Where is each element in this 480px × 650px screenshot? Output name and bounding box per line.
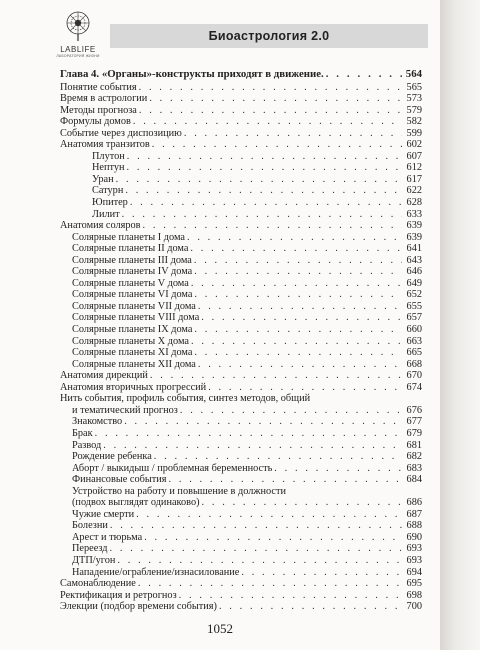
toc-entry-page: 660 — [406, 324, 422, 336]
dot-leader — [110, 543, 402, 555]
toc-entry[interactable] — [60, 601, 422, 613]
toc-entry[interactable] — [60, 359, 422, 371]
dot-leader — [201, 312, 402, 324]
toc-entry-label: Лилит — [92, 208, 120, 220]
dot-leader — [110, 520, 402, 532]
toc-entry-page: 573 — [406, 93, 422, 105]
logo-subtitle: ЛАБОРАТОРИЯ ЖИЗНИ — [56, 54, 100, 58]
toc-entry[interactable] — [60, 128, 422, 140]
toc-entry-label: Болезни — [72, 520, 108, 532]
toc-entry-page: 663 — [406, 335, 422, 347]
toc-entry-label: Нить события, профиль события, синтез методов, общий — [60, 393, 311, 405]
dot-leader — [179, 590, 402, 602]
toc-entry[interactable] — [60, 555, 422, 567]
toc-entry-page: 657 — [406, 312, 422, 324]
dot-leader — [219, 601, 402, 613]
dot-leader — [150, 370, 402, 382]
dot-leader — [191, 278, 402, 290]
dot-leader — [127, 162, 402, 174]
toc-entry-page: 681 — [406, 439, 422, 451]
toc-chapter[interactable] — [60, 69, 422, 81]
toc-entry-label: (подвох выглядят одинаково) — [72, 497, 200, 509]
dot-leader — [138, 578, 402, 590]
dot-leader — [187, 232, 402, 244]
toc-entry-label: Рождение ребенка — [72, 451, 152, 463]
toc-entry-page: 693 — [406, 554, 422, 566]
dot-leader — [117, 555, 402, 567]
toc-entry-page: 693 — [406, 543, 422, 555]
dot-leader — [194, 266, 402, 278]
dot-leader — [190, 243, 402, 255]
toc-entry-label: Сатурн — [92, 185, 124, 197]
toc-entry[interactable] — [60, 197, 422, 209]
toc-entry-label: Арест и тюрьма — [72, 531, 143, 543]
toc-entry-page: 677 — [406, 416, 422, 428]
toc-entry[interactable] — [60, 474, 422, 486]
toc-entry-page: 700 — [406, 601, 422, 613]
toc-entry-label: Аборт / выкидыш / проблемная беременность — [72, 462, 273, 474]
toc-entry-page: 676 — [406, 404, 422, 416]
dot-leader — [122, 209, 402, 221]
toc-entry-page: 649 — [406, 277, 422, 289]
toc-entry-label: Чужие смерти — [72, 508, 135, 520]
toc-entry-page: 695 — [406, 578, 422, 590]
dot-leader — [184, 128, 402, 140]
toc-entry-continuation[interactable] — [60, 497, 422, 509]
dot-leader — [194, 289, 402, 301]
toc-chapter-page: 564 — [405, 68, 422, 80]
toc-entry-label: Солярные планеты VI дома — [72, 289, 193, 301]
toc-entry-page: 579 — [406, 104, 422, 116]
toc-entry-label: Понятие события — [60, 81, 137, 93]
toc-entry[interactable] — [60, 174, 422, 186]
dot-leader — [103, 440, 402, 452]
toc-entry[interactable] — [60, 416, 422, 428]
toc-entry-label: Анатомия соляров — [60, 220, 141, 232]
toc-entry-label: Солярные планеты VII дома — [72, 300, 196, 312]
toc-entry-page: 612 — [406, 162, 422, 174]
toc-entry-label: Нападение/ограбление/изнасилование — [72, 566, 240, 578]
dot-leader — [127, 151, 402, 163]
toc-entry[interactable] — [60, 312, 422, 324]
toc-entry-page: 643 — [406, 254, 422, 266]
dot-leader — [139, 105, 402, 117]
toc-entry[interactable] — [60, 278, 422, 290]
toc-entry-page: 628 — [406, 197, 422, 209]
toc-entry-page: 646 — [406, 266, 422, 278]
toc-entry-page: 668 — [406, 358, 422, 370]
toc-entry[interactable] — [60, 393, 422, 405]
toc-entry[interactable] — [60, 543, 422, 555]
toc-entry[interactable] — [60, 382, 422, 394]
dot-leader — [149, 93, 402, 105]
toc-entry-label: Уран — [92, 173, 114, 185]
toc-entry-page: 655 — [406, 300, 422, 312]
toc-entry-page: 690 — [406, 531, 422, 543]
toc-entry-label: Солярные планеты IX дома — [72, 324, 193, 336]
toc-entry-label: Брак — [72, 427, 93, 439]
toc-entry-label: ДТП/угон — [72, 554, 116, 566]
dot-leader — [116, 174, 402, 186]
toc-entry-label: Солярные планеты IV дома — [72, 266, 193, 278]
toc-entry-label: Солярные планеты I дома — [72, 231, 185, 243]
toc-entry[interactable] — [60, 243, 422, 255]
toc-entry-page: 607 — [406, 150, 422, 162]
toc-entry-page: 641 — [406, 243, 422, 255]
dot-leader — [130, 197, 402, 209]
toc-entry-page: 674 — [406, 381, 422, 393]
toc-entry[interactable] — [60, 509, 422, 521]
dot-leader — [180, 405, 402, 417]
dot-leader — [194, 347, 402, 359]
toc-entry-label: Элекции (подбор времени события) — [60, 601, 217, 613]
toc-entry-label: Солярные планеты VIII дома — [72, 312, 200, 324]
toc-entry[interactable] — [60, 232, 422, 244]
toc-entry[interactable] — [60, 266, 422, 278]
toc-entry-page: 633 — [406, 208, 422, 220]
toc-entry[interactable] — [60, 428, 422, 440]
toc-entry[interactable] — [60, 162, 422, 174]
toc-entry-label: Солярные планеты XI дома — [72, 347, 193, 359]
toc-entry-label: Анатомия дирекций — [60, 370, 148, 382]
toc-entry[interactable] — [60, 463, 422, 475]
toc-entry-label: Ректификация и ретрогноз — [60, 589, 177, 601]
dot-leader — [194, 324, 402, 336]
toc-entry[interactable] — [60, 116, 422, 128]
toc-entry-page: 684 — [406, 474, 422, 486]
toc-entry-page: 652 — [406, 289, 422, 301]
toc-entry[interactable] — [60, 324, 422, 336]
toc-entry[interactable] — [60, 105, 422, 117]
toc-entry-label: Переезд — [72, 543, 108, 555]
toc-entry-label: Плутон — [92, 150, 125, 162]
toc-entry-page: 679 — [406, 427, 422, 439]
toc-entry[interactable] — [60, 289, 422, 301]
dot-leader — [143, 220, 402, 232]
toc-entry[interactable] — [60, 567, 422, 579]
toc-entry-page: 670 — [406, 370, 422, 382]
dot-leader — [95, 428, 402, 440]
dot-leader — [202, 497, 402, 509]
toc-entry[interactable] — [60, 93, 422, 105]
table-of-contents — [60, 69, 422, 613]
toc-entry-label: Нептун — [92, 162, 125, 174]
toc-entry-label: и тематический прогноз — [72, 404, 178, 416]
toc-entry-page: 622 — [406, 185, 422, 197]
toc-entry-page: 639 — [406, 231, 422, 243]
toc-entry[interactable] — [60, 590, 422, 602]
dot-leader — [124, 416, 402, 428]
toc-entry-label: Юпитер — [92, 197, 128, 209]
dot-leader — [152, 139, 402, 151]
book-title: Биоастрология 2.0 — [208, 29, 330, 43]
toc-entry-page: 688 — [406, 520, 422, 532]
dot-leader — [125, 185, 402, 197]
dot-leader — [274, 463, 402, 475]
toc-entry-page: 565 — [406, 81, 422, 93]
toc-entry[interactable] — [60, 578, 422, 590]
toc-entry-label: Методы прогноза — [60, 104, 137, 116]
dot-leader — [241, 567, 402, 579]
toc-entry-label: Время в астрологии — [60, 93, 148, 105]
toc-entry-page: 687 — [406, 508, 422, 520]
toc-entry-label: Солярные планеты III дома — [72, 254, 192, 266]
toc-entry[interactable] — [60, 151, 422, 163]
dot-leader — [194, 255, 402, 267]
toc-entry-page: 665 — [406, 347, 422, 359]
toc-entry-label: Самонаблюдение — [60, 578, 136, 590]
dot-leader — [133, 116, 402, 128]
toc-entry-page: 694 — [406, 566, 422, 578]
toc-entry[interactable] — [60, 486, 422, 498]
toc-entry[interactable] — [60, 520, 422, 532]
toc-entry-page: 582 — [406, 116, 422, 128]
toc-entry-label: Финансовые события — [72, 474, 167, 486]
toc-entry-page: 639 — [406, 220, 422, 232]
toc-entry-label: Развод — [72, 439, 102, 451]
dot-leader — [326, 69, 402, 81]
toc-entry-label: Анатомия вторичных прогрессий — [60, 381, 207, 393]
dot-leader — [136, 509, 402, 521]
toc-entry-label: Устройство на работу и повышение в должности — [72, 485, 286, 497]
logo-name: LABLIFE — [60, 45, 96, 54]
dot-leader — [191, 336, 402, 348]
toc-entry[interactable] — [60, 139, 422, 151]
dot-leader — [208, 382, 402, 394]
running-header — [110, 24, 428, 48]
toc-entry[interactable] — [60, 185, 422, 197]
toc-entry[interactable] — [60, 532, 422, 544]
toc-entry-page: 698 — [406, 589, 422, 601]
toc-entry-label: Знакомство — [72, 416, 123, 428]
toc-entry-page: 686 — [406, 497, 422, 509]
toc-entry[interactable] — [60, 255, 422, 267]
dot-leader — [198, 359, 402, 371]
toc-entry-page: 599 — [406, 127, 422, 139]
publisher-logo — [56, 10, 100, 62]
toc-entry-label: Солярные планеты V дома — [72, 277, 189, 289]
toc-entry-label: Формулы домов — [60, 116, 131, 128]
dot-leader — [169, 474, 402, 486]
toc-entry[interactable] — [60, 440, 422, 452]
dot-leader — [198, 301, 402, 313]
toc-entry-label: Солярные планеты XII дома — [72, 358, 196, 370]
toc-entry-page: 683 — [406, 462, 422, 474]
toc-entry[interactable] — [60, 220, 422, 232]
toc-entry-label: Солярные планеты X дома — [72, 335, 189, 347]
toc-entry-label: Солярные планеты II дома — [72, 243, 189, 255]
toc-entry-page: 617 — [406, 173, 422, 185]
toc-entry-label: Анатомия транзитов — [60, 139, 150, 151]
dot-leader — [139, 82, 402, 94]
toc-entry-page: 602 — [406, 139, 422, 151]
toc-entry[interactable] — [60, 370, 422, 382]
toc-entry[interactable] — [60, 209, 422, 221]
toc-entry[interactable] — [60, 336, 422, 348]
page-number: 1052 — [207, 621, 233, 636]
toc-entry[interactable] — [60, 82, 422, 94]
dot-leader — [144, 532, 402, 544]
toc-chapter-label: Глава 4. «Органы»-конструкты приходят в движение. — [60, 68, 324, 80]
dot-leader — [154, 451, 402, 463]
tree-icon — [63, 10, 93, 44]
toc-entry[interactable] — [60, 301, 422, 313]
toc-entry-page: 682 — [406, 451, 422, 463]
toc-entry[interactable] — [60, 347, 422, 359]
toc-entry[interactable] — [60, 451, 422, 463]
toc-entry-label: Событие через диспозицию — [60, 127, 182, 139]
page-edge — [440, 0, 480, 650]
toc-entry-continuation[interactable] — [60, 405, 422, 417]
